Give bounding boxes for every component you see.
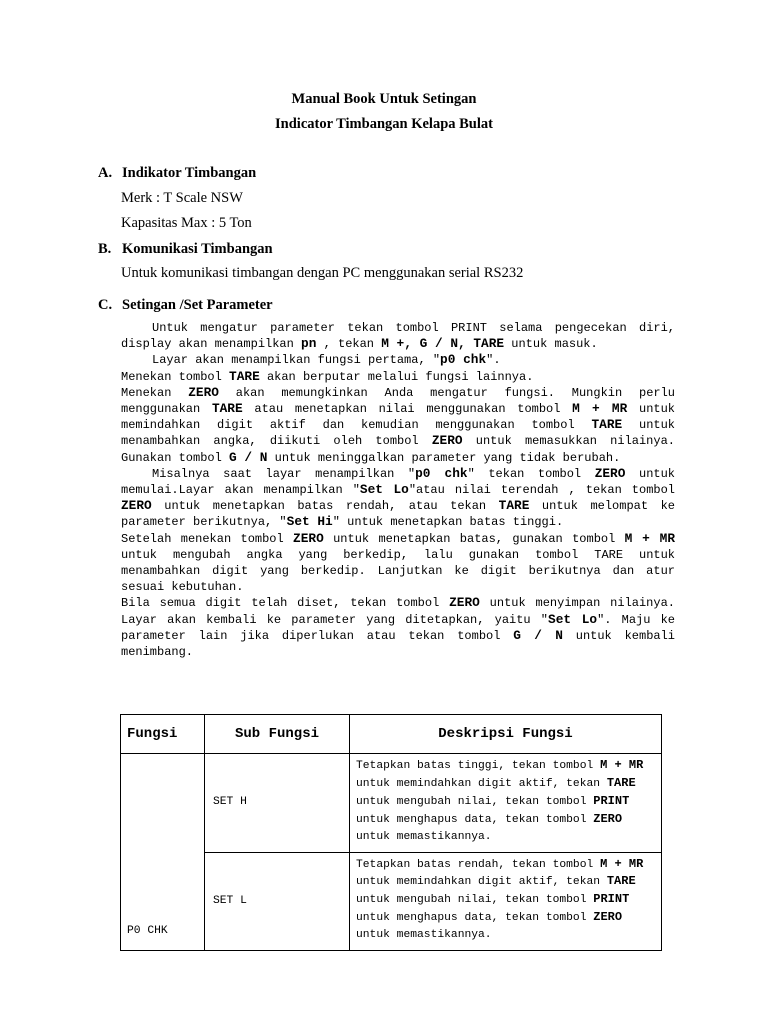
para-text: "atau nilai terendah , tekan tombol: [408, 483, 676, 498]
desc-text: Tetapkan batas tinggi, tekan tombol: [356, 760, 601, 772]
paragraph-4: [121, 385, 675, 466]
function-table: [120, 714, 662, 951]
paragraph-3: [121, 369, 675, 385]
desc-text: untuk memindahkan digit aktif, tekan: [356, 876, 607, 889]
paragraph-6: [121, 531, 675, 596]
para-text: , tekan: [316, 337, 382, 352]
para-text: Setelah menekan tombol: [121, 531, 294, 546]
key-label: TARE: [211, 401, 243, 417]
para-text: Layar akan menampilkan fungsi pertama, ": [152, 353, 441, 368]
header-fungsi: Fungsi: [121, 715, 205, 754]
para-text: untuk menetapkan batas rendah, atau tekan: [151, 499, 499, 514]
para-text: untuk meninggalkan parameter yang tidak berubah.: [267, 450, 621, 465]
para-text: untuk melompat ke parameter berikutnya, ": [121, 499, 675, 530]
komunikasi-line: Untuk komunikasi timbangan dengan PC menggunakan serial RS232: [121, 265, 524, 281]
paragraph-2: [121, 352, 675, 368]
merk-line: Merk : T Scale NSW: [121, 190, 243, 206]
sub-fungsi-cell: SET L: [205, 852, 350, 951]
key-label: TARE: [229, 368, 260, 384]
key-label: M + MR: [600, 758, 644, 772]
key-label: Set Hi: [286, 514, 333, 530]
section-c-title: Setingan /Set Parameter: [122, 297, 273, 313]
para-text: untuk masuk.: [504, 337, 598, 352]
key-label: M + MR: [572, 401, 628, 417]
para-text: untuk menyimpan nilainya. Layar akan kembali ke parameter yang ditetapkan, yaitu ": [121, 596, 675, 627]
deskripsi-cell: [350, 754, 662, 853]
section-b-heading: [98, 241, 273, 258]
header-sub-fungsi: Sub Fungsi: [205, 715, 350, 754]
section-c-letter: C.: [98, 297, 113, 313]
para-text: ". Maju ke parameter lain jika diperlukan atau tekan tombol: [121, 612, 676, 643]
parameter-instructions: [121, 320, 675, 660]
sub-fungsi-cell: SET H: [205, 754, 350, 853]
paragraph-7: [121, 595, 675, 660]
para-text: untuk memindahkan digit aktif dan kemudian menggunakan tombol: [121, 402, 675, 433]
para-text: Untuk mengatur parameter tekan tombol PRINT selama pengecekan diri, display akan menampilkan: [121, 321, 675, 352]
key-label: PRINT: [593, 892, 630, 907]
key-label: G / N: [229, 449, 268, 465]
para-text: untuk memasukkan nilainya. Gunakan tombol: [121, 434, 675, 465]
desc-text: untuk menghapus data, tekan tombol: [356, 813, 594, 826]
table-row: [121, 754, 662, 853]
section-a-letter: A.: [98, 165, 113, 181]
key-label: PRINT: [593, 793, 630, 808]
para-text: Menekan tombol: [121, 369, 230, 384]
para-text: atau menetapkan nilai menggunakan tombol: [242, 402, 573, 417]
section-b-title: Komunikasi Timbangan: [122, 241, 273, 257]
section-c-heading: [98, 297, 273, 314]
key-label: TARE: [606, 775, 636, 790]
key-label: ZERO: [449, 595, 480, 611]
para-text: untuk mengubah angka yang berkedip, lalu gunakan tombol TARE untuk menambahkan digit yang berkedip. Lanjutkan ke digit berikutnya dan atur sesuai kebutuhan.: [121, 547, 675, 595]
para-text: untuk memulai.Layar akan menampilkan ": [121, 466, 675, 498]
key-label: TARE: [591, 417, 623, 433]
para-text: untuk menambahkan angka, diikuti oleh tombol: [121, 418, 675, 449]
document-subtitle: Indicator Timbangan Kelapa Bulat: [275, 116, 493, 132]
key-label: ZERO: [293, 530, 324, 546]
desc-text: untuk memastikannya.: [356, 830, 492, 843]
desc-text: untuk mengubah nilai, tekan tombol: [356, 894, 594, 907]
section-a-heading: [98, 165, 256, 182]
key-label: TARE: [606, 874, 636, 889]
key-label: p0 chk: [415, 465, 468, 481]
key-label: M + MR: [624, 530, 675, 546]
para-text: untuk kembali menimbang.: [121, 628, 675, 660]
fungsi-cell: P0 CHK: [121, 754, 205, 951]
desc-text: untuk menghapus data, tekan tombol: [356, 912, 594, 925]
deskripsi-cell: [350, 852, 662, 951]
kapasitas-line: Kapasitas Max : 5 Ton: [121, 215, 252, 231]
para-text: akan berputar melalui fungsi lainnya.: [259, 369, 534, 384]
header-deskripsi: Deskripsi Fungsi: [350, 715, 662, 754]
key-label: ZERO: [593, 910, 623, 925]
key-label: M + MR: [600, 856, 644, 871]
key-label: Set Lo: [548, 611, 598, 627]
desc-text: untuk memastikannya.: [356, 929, 492, 942]
key-label: ZERO: [431, 433, 463, 449]
table-header-row: [121, 715, 662, 754]
key-label: ZERO: [593, 811, 623, 826]
para-text: untuk menetapkan batas, gunakan tombol: [323, 531, 625, 546]
para-text: Bila semua digit telah diset, tekan tombol: [121, 596, 450, 611]
section-b-letter: B.: [98, 241, 112, 257]
section-a-title: Indikator Timbangan: [122, 165, 257, 181]
document-title: Manual Book Untuk Setingan: [291, 91, 477, 107]
key-label: ZERO: [188, 384, 219, 400]
key-label: pn: [301, 336, 317, 352]
para-text: Misalnya saat layar menampilkan ": [152, 466, 416, 481]
key-label: TARE: [498, 498, 530, 514]
para-text: ".: [486, 353, 501, 368]
paragraph-5: [121, 466, 675, 531]
para-text: akan memungkinkan Anda mengatur fungsi. Mungkin perlu menggunakan: [121, 385, 675, 417]
desc-text: Tetapkan batas rendah, tekan tombol: [356, 858, 601, 871]
para-text: Menekan: [121, 385, 189, 400]
key-label: M +, G / N, TARE: [381, 336, 505, 352]
key-label: p0 chk: [440, 352, 487, 368]
para-text: " tekan tombol: [467, 466, 595, 481]
key-label: Set Lo: [359, 482, 409, 498]
para-text: " untuk menetapkan batas tinggi.: [332, 515, 564, 530]
desc-text: untuk memindahkan digit aktif, tekan: [356, 777, 607, 790]
paragraph-1: [121, 320, 675, 352]
key-label: ZERO: [594, 465, 626, 481]
desc-text: untuk mengubah nilai, tekan tombol: [356, 795, 594, 808]
key-label: ZERO: [121, 498, 152, 514]
key-label: G / N: [513, 627, 563, 643]
